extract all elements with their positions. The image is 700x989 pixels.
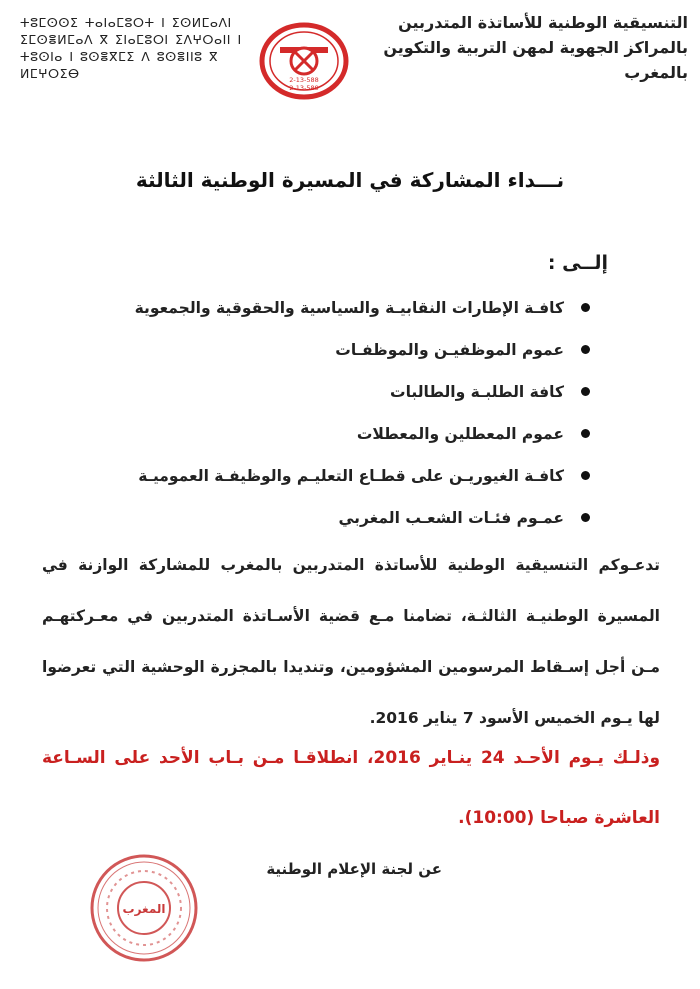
bullet-icon <box>581 345 590 354</box>
stamp-center-text: المغرب <box>122 902 166 916</box>
bullet-icon <box>581 471 590 480</box>
organization-name-tifinagh <box>20 14 270 82</box>
signature: عن لجنة الإعلام الوطنية <box>266 860 442 878</box>
list-item <box>70 464 590 506</box>
list-item <box>70 380 590 422</box>
list-item-text: عموم المعطلين والمعطلات <box>356 425 564 443</box>
list-item <box>70 296 590 338</box>
bullet-icon <box>581 429 590 438</box>
official-stamp <box>88 852 200 964</box>
list-item-text: عمـوم فئـات الشعـب المغربي <box>338 509 564 527</box>
organization-logo <box>258 22 350 100</box>
organization-line: بالمراكز الجهوية لمهن التربية والتكوين <box>383 38 688 57</box>
tifinagh-line: ⵍⵎⵖⵔⵉⴱ <box>20 66 80 81</box>
logo-date: 2-13-588 <box>289 76 319 84</box>
list-item-text: كافـة الإطارات النقابيـة والسياسية والحقوقية والجمعوية <box>134 299 564 317</box>
tifinagh-line: ⵜⵓⵎⵙⵙⵉ ⵜⴰⵏⴰⵎⵓⵔⵜ ⵏ ⵉⵙⵍⵎⴰⴷⵏ <box>20 15 232 30</box>
organization-line: بالمغرب <box>624 63 688 82</box>
event-details-paragraph: وذلـك يـوم الأحـد 24 ينـاير 2016، انطلاقـا مـن بـاب الأحد على السـاعة العاشرة صباحا (10:00). <box>42 748 661 828</box>
tifinagh-line: ⵉⵎⵙⴻⵍⵎⴰⴷ ⴳ ⵉⵏⴰⵎⵓⵔⵏ ⵉⴷⵖⵔⴰⵏⵏ ⵏ <box>20 32 242 47</box>
list-item <box>70 422 590 464</box>
list-item <box>70 338 590 380</box>
bullet-icon <box>581 513 590 522</box>
organization-line: التنسيقية الوطنية للأساتذة المتدربين <box>398 13 688 32</box>
list-item-text: كافة الطلبـة والطالبات <box>390 383 564 401</box>
tifinagh-line: ⵜⵓⵙⵏⴰ ⵏ ⵓⵙⴻⴳⵎⵉ ⴷ ⵓⵙⴻⵏⵏⵓ ⴳ <box>20 49 219 64</box>
list-item-text: كافـة الغيوريـن على قطـاع التعليـم والوظيفـة العموميـة <box>138 467 564 485</box>
bullet-icon <box>581 303 590 312</box>
recipients-label: إلــى : <box>547 252 608 274</box>
body-paragraph: تدعـوكم التنسيقية الوطنية للأساتذة المتدربين بالمغرب للمشاركة الوازنة في المسيرة الوطنيـة الثالثـة، تضامنا مـع قضية الأسـاتذة المتدربين في معـركتهـم مـن أجل إسـقاط المرسومين المشؤومين، وتنديدا بالمجزرة الوحشية التي تعرضوا لها يـوم الخميس الأسود 7 يناير 2016. <box>42 556 660 727</box>
page-title: نـــداء المشاركة في المسيرة الوطنية الثالثة <box>135 168 565 192</box>
recipients-list <box>70 296 590 548</box>
list-item-text: عموم الموظفيـن والموظفـات <box>335 341 564 359</box>
bullet-icon <box>581 387 590 396</box>
logo-date: 2-13-589 <box>289 84 319 92</box>
organization-name-arabic <box>358 10 688 85</box>
